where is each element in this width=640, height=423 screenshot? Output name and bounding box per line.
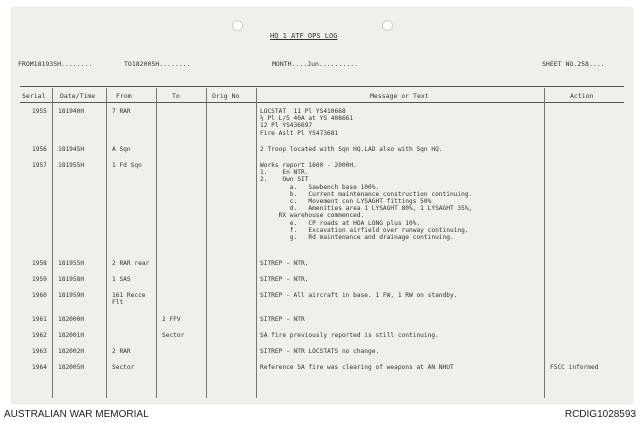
row-serial: 1962 [32, 332, 47, 339]
footer-archive-name: AUSTRALIAN WAR MEMORIAL [4, 409, 149, 420]
row-datetime: 181945H [58, 146, 85, 153]
from-time: FROM181935H........ [18, 60, 93, 68]
row-datetime: 181955H [58, 162, 85, 169]
row-serial: 1963 [32, 348, 47, 355]
table-top-rule [20, 86, 624, 87]
row-message: SITREP - All aircraft in base. 1 FW, 1 RW on standby. [260, 292, 458, 299]
col-serial: Serial [22, 92, 46, 100]
row-to: 2 FFV [162, 316, 181, 323]
row-message: 2 Troop located with Sqn HQ.LAD also with Sqn HQ. [260, 146, 443, 153]
column-divider [206, 88, 207, 398]
column-divider [544, 88, 545, 398]
row-message: SITREP - NTR. [260, 276, 309, 283]
row-serial: 1964 [32, 364, 47, 371]
log-title: HQ 1 ATF OPS LOG [270, 32, 338, 40]
row-message: SITREP - NTR. [260, 260, 309, 267]
row-from: A Sqn [112, 146, 131, 153]
row-datetime: 181958H [58, 276, 85, 283]
col-message: Message or Text [370, 92, 429, 100]
row-serial: 1960 [32, 292, 47, 299]
punch-hole [382, 20, 393, 31]
month: MONTH....Jun.......... [272, 60, 359, 68]
row-message: SA fire previously reported is still continuing. [260, 332, 439, 339]
row-serial: 1958 [32, 260, 47, 267]
col-datetime: Date/Time [60, 92, 96, 100]
row-message: Works report 1600 - 2000H. 1. En NTR. 2. Own SIT a. Sawbench base 100%. b. Current maintenance construction continuing. c. Movement con LYSAGHT fittings 50% d. Amenities area 1 LYSAGHT 80%, 1 LYSAGHT 35%, RX warehouse commenced. e. CP roads at HOA LONG plus 10%. f. Excavation airfield over runway continuing. g. Rd maintenance and drainage continuing. [260, 162, 473, 242]
row-datetime: 181955H [58, 260, 85, 267]
column-divider [256, 88, 257, 398]
table-header-rule [20, 102, 624, 103]
row-message: SITREP - NTR LOCSTATS no change. [260, 348, 380, 355]
row-action: FSCC informed [550, 364, 599, 371]
row-from: 2 RAR rear [112, 260, 150, 267]
row-datetime: 182000H [58, 316, 85, 323]
column-divider [52, 88, 53, 398]
col-from: From [116, 92, 132, 100]
row-datetime: 182002H [58, 348, 85, 355]
to-time: TO182005H........ [124, 60, 191, 68]
column-divider [156, 88, 157, 398]
col-orig-no: Orig No [212, 92, 240, 100]
row-datetime: 182005H [58, 364, 85, 371]
row-message: Reference SA fire was clearing of weapons at AN NHUT [260, 364, 454, 371]
row-from: 7 RAR [112, 108, 131, 115]
column-divider [106, 88, 107, 398]
row-datetime: 182001H [58, 332, 85, 339]
row-datetime: 181959H [58, 292, 85, 299]
log-sheet [12, 8, 632, 403]
row-serial: 1959 [32, 276, 47, 283]
row-message: SITREP - NTR [260, 316, 305, 323]
row-from: 1 SAS [112, 276, 131, 283]
sheet-number: SHEET NO.258.... [542, 60, 605, 68]
row-from: 1 Fd Sqn [112, 162, 142, 169]
row-serial: 1955 [32, 108, 47, 115]
row-datetime: 181940H [58, 108, 85, 115]
row-serial: 1956 [32, 146, 47, 153]
col-action: Action [570, 92, 594, 100]
punch-hole [232, 20, 243, 31]
col-to: To [172, 92, 180, 100]
footer-record-id: RCDIG1028593 [564, 409, 636, 420]
row-to: Sector [162, 332, 185, 339]
row-from: 2 RAR [112, 348, 131, 355]
row-serial: 1961 [32, 316, 47, 323]
row-serial: 1957 [32, 162, 47, 169]
row-from: 161 Recce Flt [112, 292, 146, 307]
row-from: Sector [112, 364, 135, 371]
row-message: LOCSTAT 11 Pl YS410668 ½ Pl L/S 40A at YS 408661 12 Pl YS436697 Fire Aslt Pl YS473681 [260, 108, 354, 137]
